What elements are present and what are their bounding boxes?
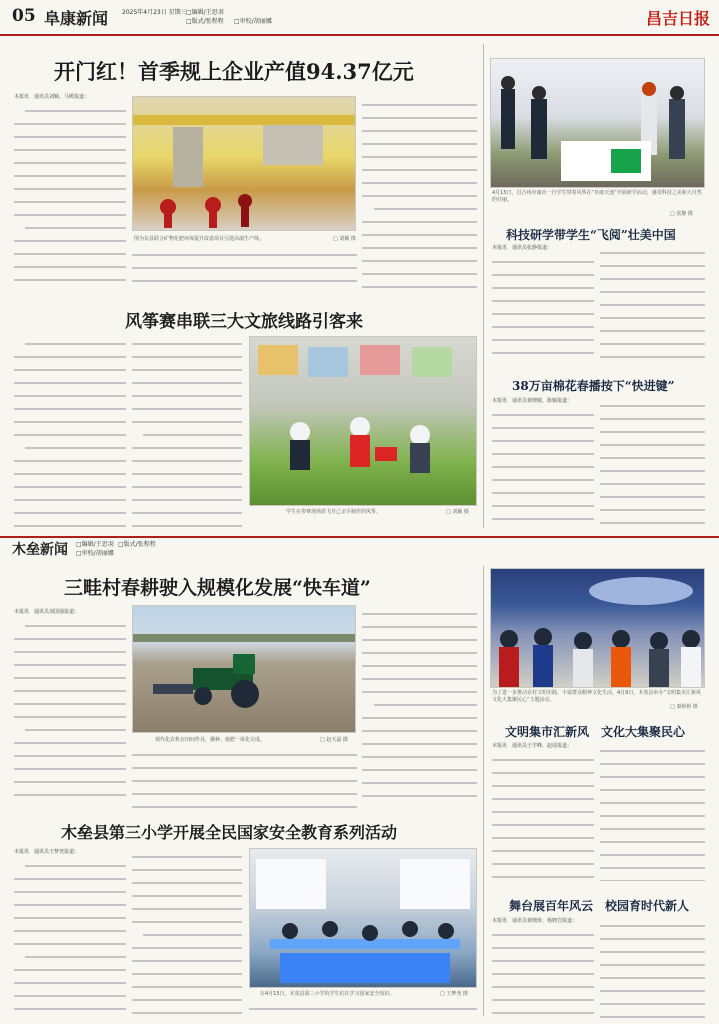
research-body-col2	[600, 244, 705, 363]
photo-credit: □ 刘颖 摄	[333, 236, 356, 242]
market-caption: 为了进一步推动农村文明实践、丰富群众精神文化生活，4月9日，木垒县举办“文明集市汇新风 文化大集聚民心”主题活动。	[492, 690, 701, 703]
market-photo	[490, 568, 705, 688]
article-body-cont	[132, 246, 357, 288]
factory-illustration	[133, 97, 356, 231]
market-body-col2	[600, 742, 705, 881]
article-title-market: 文明集市汇新风 文化大集聚民心	[505, 725, 686, 739]
article-title-research: 科技研学带学生“飞阅”壮美中国	[506, 228, 676, 242]
column-divider	[483, 44, 484, 528]
school-body	[14, 857, 126, 1017]
cotton-body-col2	[600, 397, 705, 528]
proof-credit: □版式/张程程	[186, 18, 224, 25]
kite-photo	[249, 336, 477, 506]
market-body	[492, 751, 594, 881]
market-illustration	[491, 569, 705, 688]
classroom-photo	[249, 848, 477, 988]
farming-body	[14, 617, 126, 807]
research-trip-photo	[490, 58, 705, 188]
article-body-col3	[362, 96, 477, 288]
classroom-illustration	[250, 849, 477, 988]
article-byline: 本报讯 通讯员刘颖、马媛报道：	[14, 94, 90, 100]
market-byline: 本报讯 通讯员王学峰、赵瑶报道：	[492, 743, 573, 749]
kite-caption: 学生在参赛现场放飞自己亲手制作的风筝。	[286, 509, 382, 515]
section-title: 阜康新闻	[44, 9, 109, 28]
article-title-kite: 风筝赛串联三大文旅线路引客来	[125, 312, 363, 332]
classroom-credit: □ 王梦尧 摄	[440, 991, 468, 997]
students-illustration	[491, 59, 705, 188]
stage-byline: 本报讯 通讯员黄晓涛、杨晓岩报道：	[492, 918, 578, 924]
article-title-farming: 三畦村春耕驶入规模化发展“快车道”	[64, 577, 371, 599]
school-body-col2	[132, 848, 242, 1017]
article-title-cotton: 38万亩棉花春播按下“快进键”	[512, 379, 675, 393]
page-number: 05	[12, 6, 36, 26]
cotton-body	[492, 406, 594, 528]
tractor-photo	[132, 605, 356, 733]
section2-proof: □版式/张程程	[118, 541, 156, 548]
school-byline: 本报讯 通讯员王梦尧报道：	[14, 849, 80, 855]
factory-photo	[132, 96, 356, 231]
kite-body-col2	[132, 335, 242, 528]
kite-credit: □ 刘颖 摄	[446, 509, 469, 515]
farming-body-col3	[362, 605, 477, 808]
farming-body-cont	[132, 746, 357, 808]
market-credit: □ 秦婷婷 摄	[670, 704, 698, 710]
research-body	[492, 253, 594, 363]
school-body-cont	[249, 1000, 477, 1020]
section2-title: 木垒新闻	[12, 542, 68, 558]
article-title-school: 木垒县第三小学开展全民国家安全教育系列活动	[61, 823, 398, 842]
photo-caption: 图为东县联合矿物化肥环保提升改造项目引进高端生产线。	[134, 236, 265, 242]
article-body	[14, 102, 126, 288]
tractor-credit: □ 赵天磊 摄	[320, 737, 348, 743]
section2-check: □审校/胡丽娜	[76, 550, 114, 557]
article-title-output: 开门红！首季规上企业产值94.37亿元	[54, 59, 414, 84]
tractor-illustration	[133, 606, 356, 733]
column-divider-2	[483, 566, 484, 1016]
section2-editor: □编辑/王思羽	[76, 541, 114, 548]
newspaper-logo: 昌吉日报	[646, 9, 711, 28]
article-title-stage: 舞台展百年风云 校园育时代新人	[509, 899, 690, 913]
tractor-caption: 现代化农机在田间作业，播种、施肥一体化完成。	[155, 737, 266, 743]
stage-body	[492, 926, 594, 1018]
research-credit: □ 张静 摄	[670, 211, 693, 217]
research-caption: 4月15日，昌吉州阜康市一行学生带着风筝在“阜康天池”开展研学活动，感受科技之美和大自然的壮丽。	[492, 190, 702, 203]
classroom-caption: 在4月15日，木垒县第三小学的学生们在学习国家安全知识。	[260, 991, 395, 997]
farming-byline: 本报讯 通讯员刘国强报道：	[14, 609, 80, 615]
research-byline: 本报讯 通讯员张静报道：	[492, 245, 553, 251]
editor-credit: □编辑/王思羽	[186, 9, 224, 16]
publish-date: 2025年4月23日 星期三	[122, 9, 187, 16]
kite-illustration	[250, 337, 477, 506]
stage-body-col2	[600, 917, 705, 1018]
cotton-byline: 本报讯 通讯员黄晓敏、陈颖报道：	[492, 398, 573, 404]
check-credit: □审校/胡丽娜	[234, 18, 272, 25]
kite-body	[14, 335, 126, 528]
